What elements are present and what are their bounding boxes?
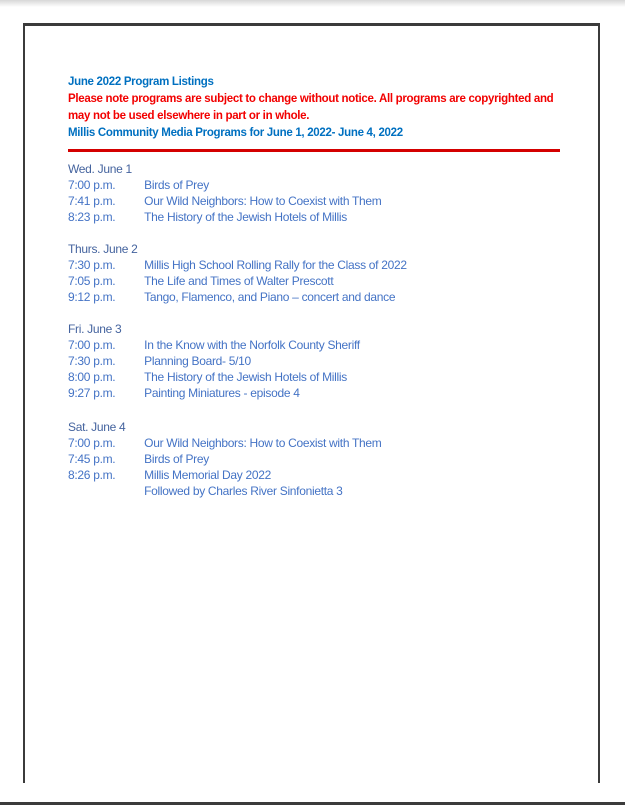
program-title: The Life and Times of Walter Prescott — [144, 274, 334, 288]
program-title: Tango, Flamenco, and Piano – concert and dance — [144, 290, 396, 304]
copyright-notice-line-2: may not be used elsewhere in part or in whole. — [68, 110, 310, 122]
program-row — [68, 451, 568, 467]
program-time: 7:30 p.m. — [68, 354, 116, 368]
day-section — [68, 321, 568, 401]
day-heading: Sat. June 4 — [68, 420, 126, 434]
program-row — [68, 177, 568, 193]
program-title: Painting Miniatures - episode 4 — [144, 386, 300, 400]
program-row — [68, 467, 568, 483]
day-section — [68, 161, 568, 225]
program-title: Our Wild Neighbors: How to Coexist with Them — [144, 194, 382, 208]
program-title: Millis High School Rolling Rally for the Class of 2022 — [144, 258, 407, 272]
program-time: 7:05 p.m. — [68, 274, 116, 288]
program-row — [68, 385, 568, 401]
day-program-rows — [68, 177, 568, 225]
bottom-edge-line — [0, 802, 625, 805]
copyright-notice-line-1: Please note programs are subject to change without notice. All programs are copyrighted and — [68, 93, 554, 105]
day-heading: Thurs. June 2 — [68, 242, 138, 256]
program-title: The History of the Jewish Hotels of Millis — [144, 210, 347, 224]
copyright-notice — [68, 91, 568, 125]
program-row — [68, 209, 568, 225]
program-time: 9:27 p.m. — [68, 386, 116, 400]
document-page-frame — [23, 23, 600, 783]
program-time: 8:23 p.m. — [68, 210, 116, 224]
program-time: 8:00 p.m. — [68, 370, 116, 384]
program-row — [68, 289, 568, 305]
program-time: 9:12 p.m. — [68, 290, 116, 304]
day-heading: Wed. June 1 — [68, 162, 132, 176]
day-program-rows — [68, 337, 568, 401]
program-row — [68, 435, 568, 451]
program-time: 8:26 p.m. — [68, 468, 116, 482]
schedule-list — [68, 161, 568, 499]
program-row — [68, 353, 568, 369]
program-title: Millis Memorial Day 2022 — [144, 468, 271, 482]
day-section — [68, 241, 568, 305]
document-content — [25, 26, 598, 499]
program-title: Followed by Charles River Sinfonietta 3 — [144, 484, 343, 498]
program-row — [68, 257, 568, 273]
program-title: In the Know with the Norfolk County Sheriff — [144, 338, 360, 352]
program-time: 7:41 p.m. — [68, 194, 116, 208]
red-divider-line — [68, 149, 560, 152]
program-range-heading: Millis Community Media Programs for June 1, 2022- June 4, 2022 — [68, 127, 403, 139]
program-title: The History of the Jewish Hotels of Millis — [144, 370, 347, 384]
program-row — [68, 273, 568, 289]
day-program-rows — [68, 435, 568, 499]
program-time: 7:00 p.m. — [68, 178, 116, 192]
program-title: Birds of Prey — [144, 178, 209, 192]
top-edge-shadow — [0, 0, 625, 7]
program-time: 7:45 p.m. — [68, 452, 116, 466]
program-time: 7:00 p.m. — [68, 436, 116, 450]
day-section — [68, 419, 568, 499]
document-title: June 2022 Program Listings — [68, 76, 214, 88]
program-row — [68, 483, 568, 499]
program-title: Birds of Prey — [144, 452, 209, 466]
day-heading: Fri. June 3 — [68, 322, 122, 336]
program-row — [68, 337, 568, 353]
program-title: Our Wild Neighbors: How to Coexist with Them — [144, 436, 382, 450]
program-row — [68, 369, 568, 385]
program-title: Planning Board- 5/10 — [144, 354, 251, 368]
program-row — [68, 193, 568, 209]
program-time: 7:30 p.m. — [68, 258, 116, 272]
day-program-rows — [68, 257, 568, 305]
program-time: 7:00 p.m. — [68, 338, 116, 352]
